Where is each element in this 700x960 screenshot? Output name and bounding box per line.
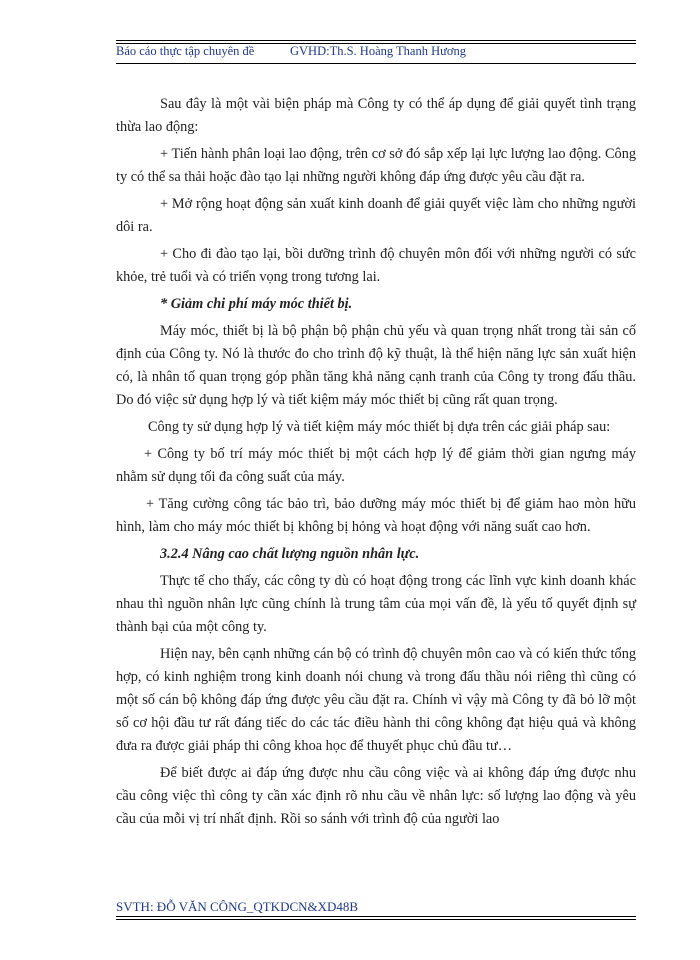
section-heading: * Giảm chi phí máy móc thiết bị. (160, 296, 353, 312)
section-heading: 3.2.4 Nâng cao chất lượng nguồn nhân lực. (160, 546, 420, 562)
header-supervisor: GVHD:Th.S. Hoàng Thanh Hương (290, 44, 466, 58)
header-rule (116, 40, 636, 41)
paragraph: Máy móc, thiết bị là bộ phận bộ phận chủ yếu và quan trọng nhất trong tài sản cố định của Công ty. Nó là thước đo cho trình độ kỹ thuật, là thể hiện năng lực sản xuất hiện có, là nhân tố quan trọng góp phần tăng khả năng cạnh tranh của Công ty trong đấu thầu. Do đó việc sử dụng hợp lý và tiết kiệm máy móc thiết bị cũng rất quan trọng. (116, 323, 636, 408)
header-rule (116, 63, 636, 64)
page-footer: SVTH: ĐỖ VĂN CÔNG_QTKDCN&XD48B (116, 899, 359, 914)
paragraph: Hiện nay, bên cạnh những cán bộ có trình độ chuyên môn cao và có kiến thức tổng hợp, có kinh nghiệm trong kinh doanh nói chung và trong đấu thầu nói riêng thì cũng có một số cán bộ không đáp ứng được yêu cầu đặt ra. Chính vì vậy mà Công ty đã bỏ lỡ một số cơ hội đầu tư rất đáng tiếc do các tác điều hành thi công không đạt hiệu quả và không đưa ra được giải pháp thi công khoa học để thuyết phục chủ đầu tư… (116, 646, 636, 754)
bullet-item: + Cho đi đào tạo lại, bồi dưỡng trình độ chuyên môn đối với những người có sức khỏe, trẻ tuổi và có triển vọng trong tương lai. (116, 246, 636, 285)
bullet-item: + Công ty bố trí máy móc thiết bị một cách hợp lý để giảm thời gian ngưng máy nhằm sử dụng tối đa công suất của máy. (116, 446, 636, 485)
footer-rule (116, 919, 636, 920)
paragraph: Thực tế cho thấy, các công ty dù có hoạt động trong các lĩnh vực kinh doanh khác nhau thì nguồn nhân lực cũng chính là trung tâm của mọi vấn đề, là yếu tố quyết định sự thành bại của một công ty. (116, 573, 636, 635)
paragraph: Sau đây là một vài biện pháp mà Công ty có thể áp dụng để giải quyết tình trạng thừa lao động: (116, 96, 636, 135)
document-body (116, 93, 636, 835)
footer-rule (116, 916, 636, 917)
bullet-item: + Tăng cường công tác bảo trì, bảo dưỡng máy móc thiết bị để giảm hao mòn hữu hình, làm cho máy móc thiết bị không bị hỏng và hoạt động với năng suất cao hơn. (116, 496, 636, 535)
bullet-item: + Mở rộng hoạt động sản xuất kinh doanh để giải quyết việc làm cho những người dôi ra. (116, 196, 636, 235)
bullet-item: + Tiến hành phân loại lao động, trên cơ sở đó sắp xếp lại lực lượng lao động. Công ty có thể sa thải hoặc đào tạo lại những người không đáp ứng được yêu cầu đặt ra. (116, 146, 636, 185)
paragraph: Công ty sử dụng hợp lý và tiết kiệm máy móc thiết bị dựa trên các giải pháp sau: (148, 419, 611, 435)
header-report-title: Báo cáo thực tập chuyên đề (116, 44, 255, 58)
paragraph: Để biết được ai đáp ứng được nhu cầu công việc và ai không đáp ứng được nhu cầu công việc thì công ty cần xác định rõ nhu cầu về nhân lực: số lượng lao động và yêu cầu của mỗi vị trí nhất định. Rồi so sánh với trình độ của người lao (116, 765, 636, 827)
